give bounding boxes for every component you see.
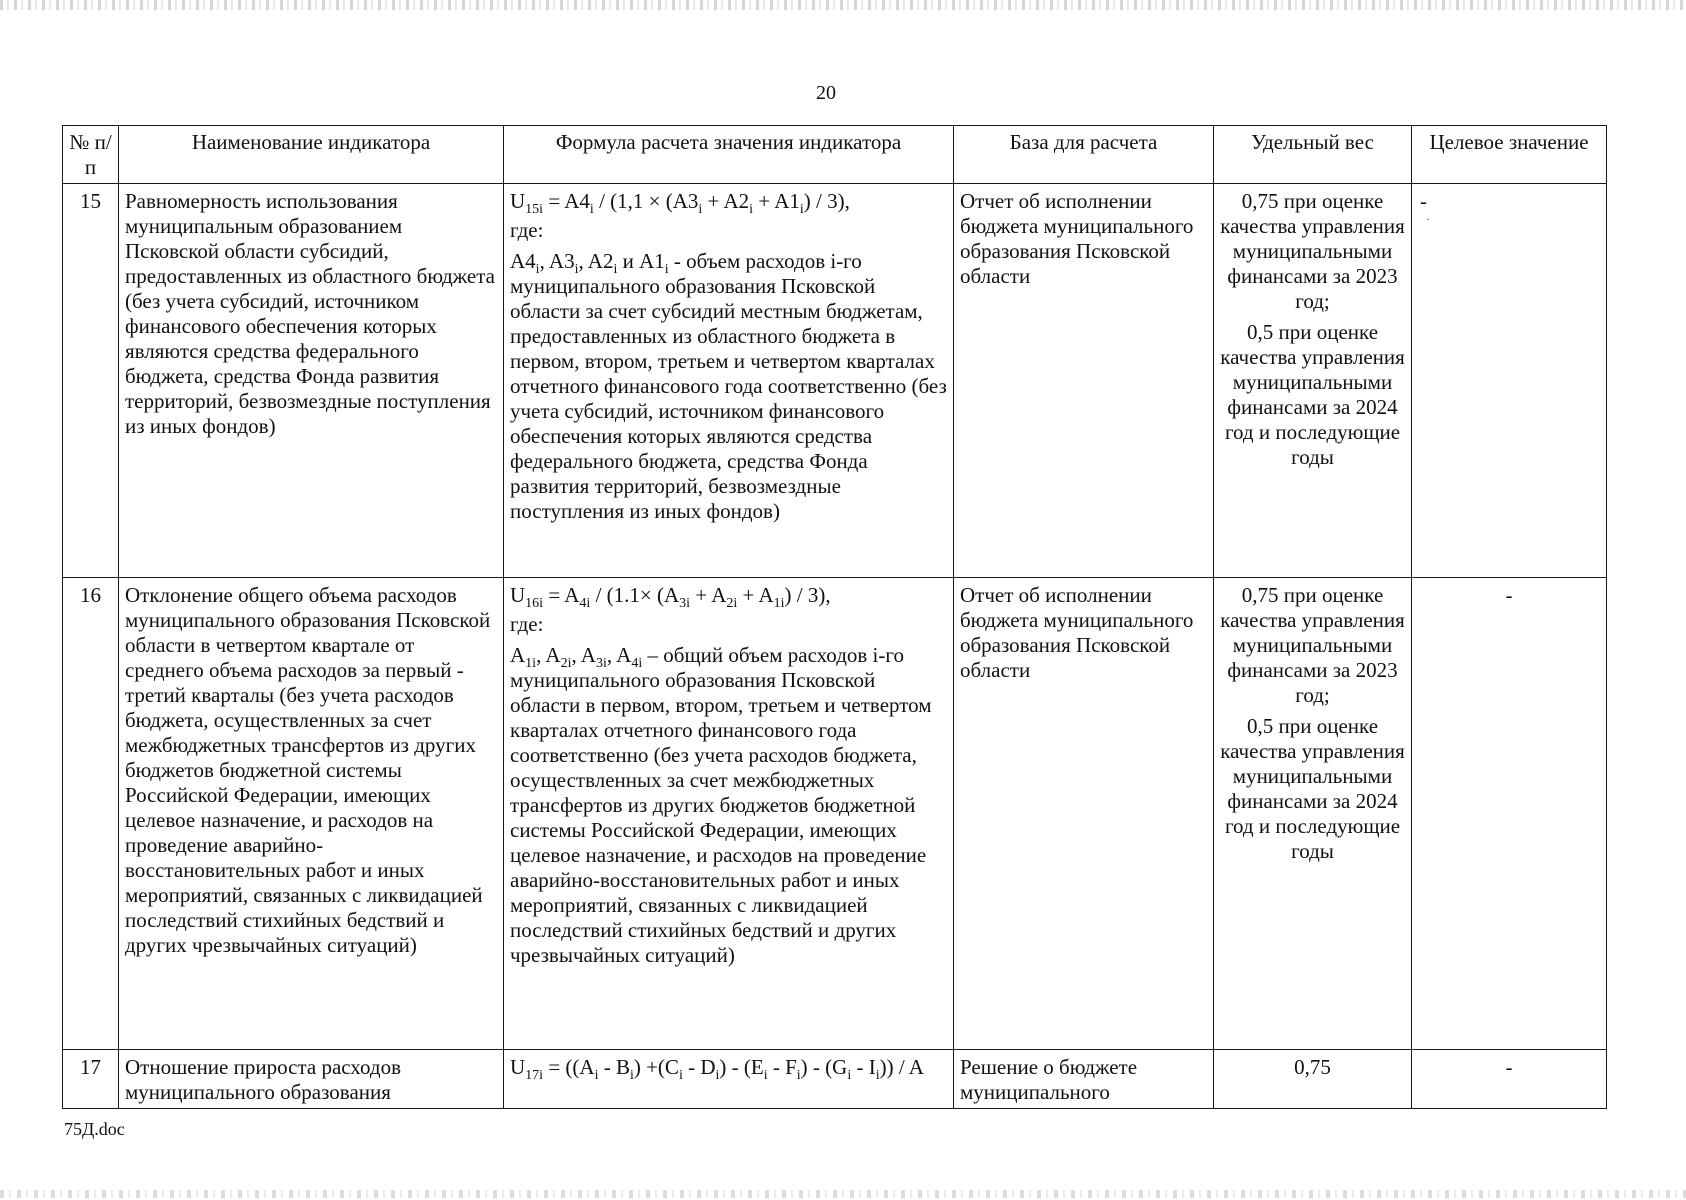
target-dash: - bbox=[1420, 189, 1427, 213]
formula-expression: $U_{15i} = A4_i / (1,1 \times (A3_i + A2_i + A1_i) / 3)$, bbox=[510, 189, 850, 218]
table-row bbox=[63, 1050, 1607, 1109]
header-weight: Удельный вес bbox=[1214, 126, 1412, 184]
formula-where-label: где: bbox=[510, 218, 544, 242]
scan-edge-top bbox=[0, 0, 1686, 10]
header-target: Целевое значение bbox=[1412, 126, 1607, 184]
indicator-name: Равномерность использования муниципальным образованием Псковской области субсидий, предоставленных из областного бюджета (без учета субсидий, источником финансового обеспечения которых являются средства федерального бюджета, средства Фонда развития территорий, безвозмездные поступления из иных фондов) bbox=[119, 184, 504, 578]
row-number: 16 bbox=[63, 578, 119, 1050]
calculation-base: Отчет об исполнении бюджета муниципального образования Псковской области bbox=[954, 578, 1214, 1050]
formula-expression: $U_{17i} = ((A_i - B_i) +(C_i - D_i) - (E_i - F_i) - (G_i - I_i)) / A$ bbox=[510, 1055, 924, 1084]
weight-text-2023: 0,75 при оценке качества управления муниципальными финансами за 2023 год; bbox=[1220, 583, 1405, 707]
weight-cell bbox=[1214, 184, 1412, 578]
header-formula: Формула расчета значения индикатора bbox=[504, 126, 954, 184]
weight-value: 0,75 bbox=[1214, 1050, 1412, 1109]
scan-mark: · bbox=[1426, 212, 1430, 226]
table-header-row bbox=[63, 126, 1607, 184]
formula-where-label: где: bbox=[510, 612, 544, 636]
target-value: - bbox=[1412, 578, 1607, 1050]
indicator-formula bbox=[504, 184, 954, 578]
scan-edge-bottom bbox=[0, 1190, 1686, 1198]
target-value bbox=[1412, 184, 1607, 578]
footer-filename: 75Д.doc bbox=[64, 1119, 125, 1139]
header-name: Наименование индикатора bbox=[119, 126, 504, 184]
row-number: 17 bbox=[63, 1050, 119, 1109]
table-row bbox=[63, 578, 1607, 1050]
weight-text-2023: 0,75 при оценке качества управления муниципальными финансами за 2023 год; bbox=[1220, 189, 1405, 313]
formula-description: $A_{1i}$, $A_{2i}$, $A_{3i}$, $A_{4i}$ – общий объем расходов i-го муниципального образования Псковской области в первом, втором, третьем и четвертом кварталах отчетного финансового года соответственно (без учета расходов бюджета, осуществленных за счет межбюджетных трансфертов из других бюджетов бюджетной системы Российской Федерации, имеющих целевое назначение, и расходов на проведение аварийно-восстановительных работ и иных мероприятий, связанных с ликвидацией последствий стихийных бедствий и других чрезвычайных ситуаций) bbox=[510, 643, 932, 967]
row-number: 15 bbox=[63, 184, 119, 578]
page-number: 20 bbox=[816, 82, 836, 104]
weight-cell bbox=[1214, 578, 1412, 1050]
calculation-base: Решение о бюджете муниципального bbox=[954, 1050, 1214, 1109]
indicator-formula bbox=[504, 1050, 954, 1109]
target-value: - bbox=[1412, 1050, 1607, 1109]
indicator-formula bbox=[504, 578, 954, 1050]
header-num: № п/п bbox=[63, 126, 119, 184]
formula-description: $A4_i$, $A3_i$, $A2_i$ и $A1_i$ - объем расходов i-го муниципального образования Псковской области за счет субсидий местным бюджетам, предоставленных из областного бюджета в первом, втором, третьем и четвертом кварталах отчетного финансового года соответственно (без учета субсидий, источником финансового обеспечения которых являются средства федерального бюджета, средства Фонда развития территорий, безвозмездные поступления из иных фондов) bbox=[510, 249, 947, 523]
header-base: База для расчета bbox=[954, 126, 1214, 184]
indicator-name: Отношение прироста расходов муниципального образования bbox=[119, 1050, 504, 1109]
weight-text-2024: 0,5 при оценке качества управления муниципальными финансами за 2024 год и последующие годы bbox=[1220, 714, 1405, 863]
weight-text-2024: 0,5 при оценке качества управления муниципальными финансами за 2024 год и последующие годы bbox=[1220, 320, 1405, 469]
formula-expression: $U_{16i} = A_{4i} / (1.1\times (A_{3i} + A_{2i} + A_{1i}) / 3)$, bbox=[510, 583, 831, 612]
indicator-name: Отклонение общего объема расходов муниципального образования Псковской области в четвертом квартале от среднего объема расходов за первый - третий кварталы (без учета расходов бюджета, осуществленных за счет межбюджетных трансфертов из других бюджетов бюджетной системы Российской Федерации, имеющих целевое назначение, и расходов на проведение аварийно-восстановительных работ и иных мероприятий, связанных с ликвидацией последствий стихийных бедствий и других чрезвычайных ситуаций) bbox=[119, 578, 504, 1050]
table-row bbox=[63, 184, 1607, 578]
indicators-table bbox=[62, 125, 1607, 1109]
calculation-base: Отчет об исполнении бюджета муниципального образования Псковской области bbox=[954, 184, 1214, 578]
